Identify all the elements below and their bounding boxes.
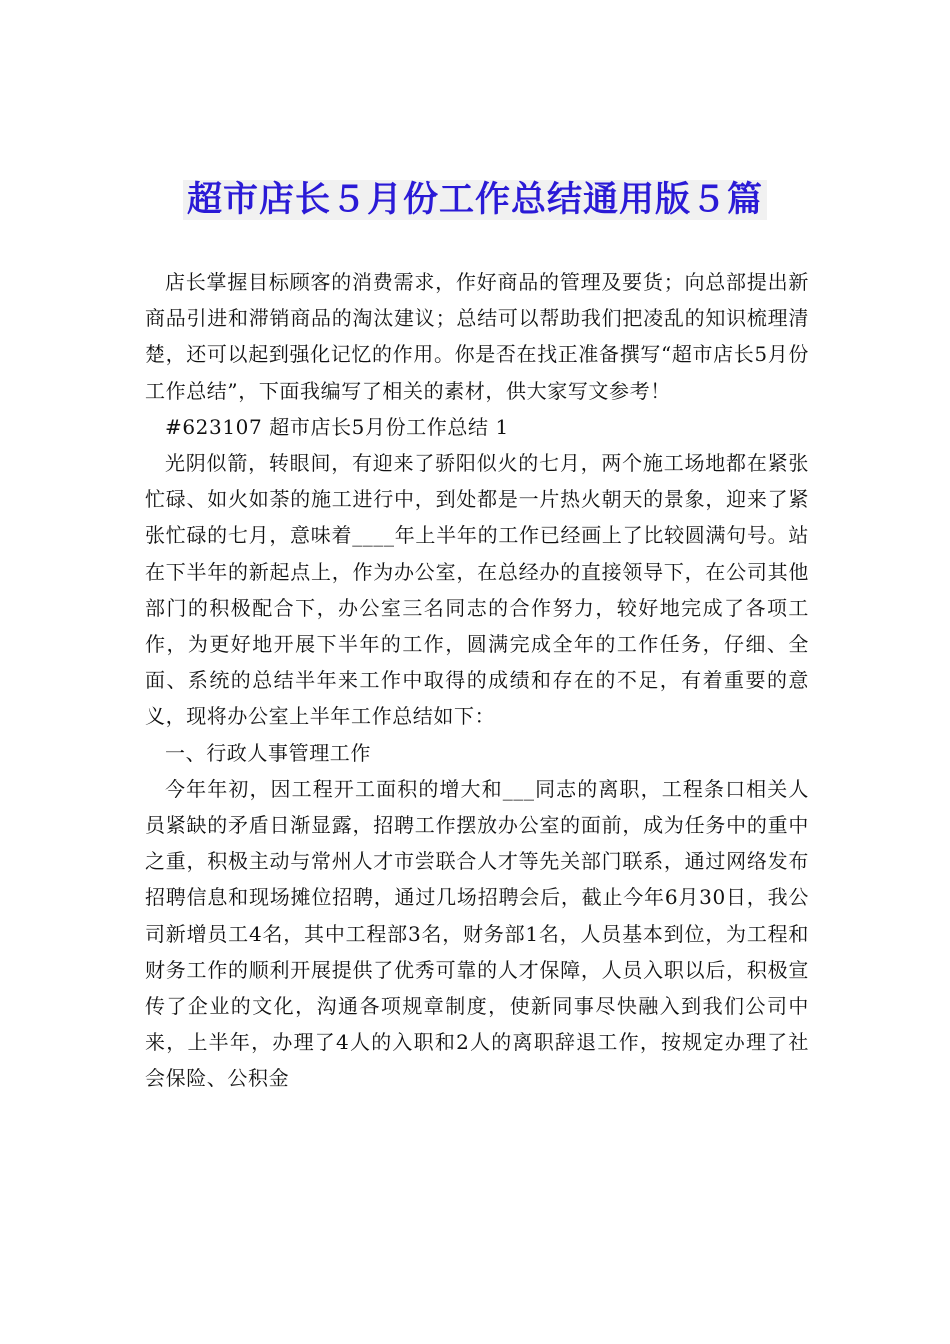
document-title (0, 172, 950, 228)
section-heading-summary-1: #623107 超市店长5月份工作总结 1 (165, 414, 509, 439)
body-paragraph: 光阴似箭，转眼间，有迎来了骄阳似火的七月，两个施工场地都在紧张忙碌、如火如荼的施工进行中，到处都是一片热火朝天的景象，迎来了紧张忙碌的七月，意味着____年上半年的工作已经画上了比较圆满句号。站在下半年的新起点上，作为办公室，在总经办的直接领导下，在公司其他部门的积极配合下，办公室三名同志的合作努力，较好地完成了各项工作，为更好地开展下半年的工作，圆满完成全年的工作任务，仔细、全面、系统的总结半年来工作中取得的成绩和存在的不足，有着重要的意义，现将办公室上半年工作总结如下： (145, 451, 809, 729)
body-paragraph: 今年年初，因工程开工面积的增大和___同志的离职，工程条口相关人员紧缺的矛盾日渐显露，招聘工作摆放办公室的面前，成为任务中的重中之重，积极主动与常州人才市尝联合人才等先关部门联系，通过网络发布招聘信息和现场摊位招聘，通过几场招聘会后，截止今年6月30日，我公司新增员工4名，其中工程部3名，财务部1名，人员基本到位，为工程和财务工作的顺利开展提供了优秀可靠的人才保障，人员入职以后，积极宣传了企业的文化，沟通各项规章制度，使新同事尽快融入到我们公司中来，上半年，办理了4人的入职和2人的离职辞退工作，按规定办理了社会保险、公积金 (145, 776, 809, 1091)
intro-paragraph: 店长掌握目标顾客的消费需求，作好商品的管理及要货；向总部提出新商品引进和滞销商品的淘汰建议；总结可以帮助我们把凌乱的知识梳理清楚，还可以起到强化记忆的作用。你是否在找正准备撰写“超市店长5月份工作总结”，下面我编写了相关的素材，供大家写文参考！ (145, 270, 809, 403)
section-heading-admin-hr: 一、行政人事管理工作 (165, 740, 371, 765)
document-title-text: 超市店长５月份工作总结通用版５篇 (183, 180, 767, 220)
document-body (145, 264, 809, 1097)
